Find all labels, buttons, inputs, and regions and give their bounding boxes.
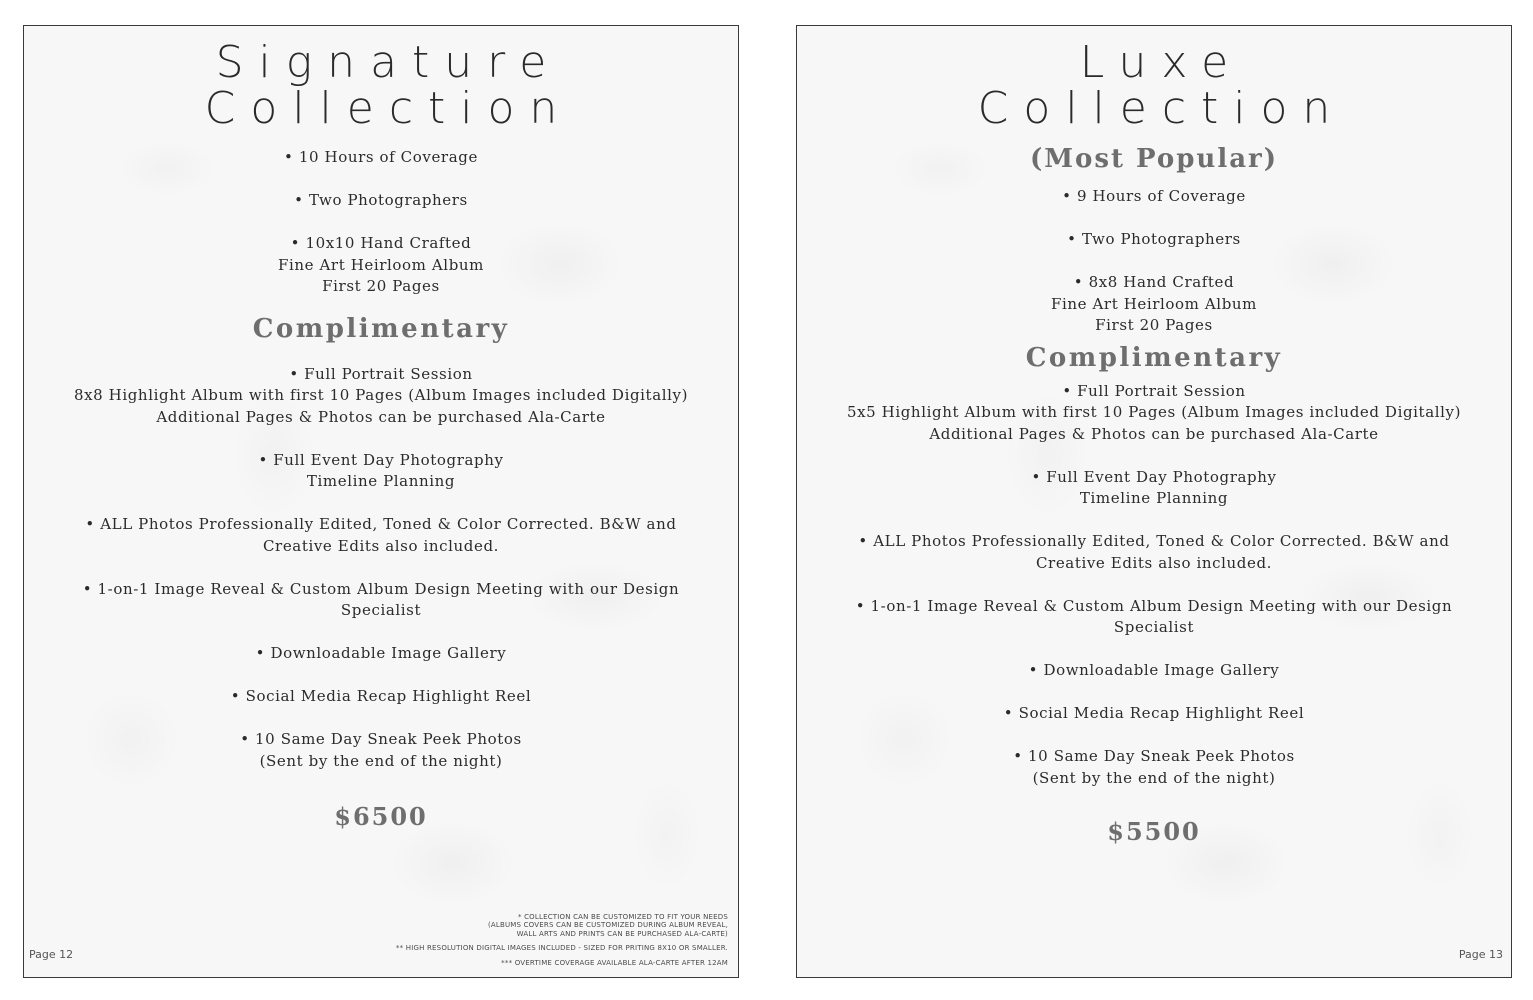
- item-line: (Sent by the end of the night): [1032, 768, 1276, 787]
- complimentary-list: [797, 381, 1511, 790]
- item-line: • ALL Photos Professionally Edited, Toned & Color Corrected. B&W and: [858, 532, 1450, 550]
- list-item: [24, 147, 738, 169]
- list-item: [24, 364, 738, 429]
- list-item: [24, 514, 738, 557]
- item-line: • 8x8 Hand Crafted: [1073, 273, 1235, 291]
- item-line: • 10 Same Day Sneak Peek Photos: [240, 730, 522, 748]
- complimentary-list: [24, 364, 738, 773]
- item-line: • Downloadable Image Gallery: [1028, 661, 1280, 679]
- page-content: [797, 26, 1511, 846]
- footnotes: [396, 913, 728, 968]
- complimentary-heading: Complimentary: [252, 313, 510, 344]
- item-line: • Full Portrait Session: [289, 364, 473, 383]
- price: $6500: [334, 802, 428, 831]
- page-content: [24, 26, 738, 831]
- item-line: Specialist: [340, 601, 422, 619]
- list-item: [24, 579, 738, 622]
- list-item: [24, 190, 738, 212]
- title-line-1: Signature: [215, 37, 562, 88]
- item-line: Timeline Planning: [306, 472, 456, 490]
- list-item: [797, 381, 1511, 446]
- title-line-1: Luxe: [1079, 37, 1244, 88]
- footnote-1: [396, 913, 728, 939]
- item-line: Timeline Planning: [1079, 489, 1229, 507]
- list-item: [24, 233, 738, 298]
- item-line: • ALL Photos Professionally Edited, Toned & Color Corrected. B&W and: [85, 515, 677, 533]
- collection-title: [24, 26, 738, 132]
- page-luxe-collection: [796, 25, 1512, 978]
- item-line: Fine Art Heirloom Album: [1050, 294, 1257, 313]
- list-item: [797, 467, 1511, 510]
- item-line: • Downloadable Image Gallery: [255, 644, 507, 662]
- footnote-2: ** HIGH RESOLUTION DIGITAL IMAGES INCLUDED - SIZED FOR PRITING 8X10 OR SMALLER.: [395, 944, 728, 952]
- list-item: [797, 229, 1511, 251]
- list-item: [24, 643, 738, 665]
- item-line: • Two Photographers: [294, 191, 468, 209]
- item-line: Additional Pages & Photos can be purchased Ala-Carte: [929, 424, 1379, 443]
- list-item: [24, 450, 738, 493]
- list-item: [797, 531, 1511, 574]
- item-line: • Two Photographers: [1067, 230, 1241, 248]
- item-line: 5x5 Highlight Album with first 10 Pages (Album Images included Digitally): [846, 403, 1462, 421]
- most-popular-label: (Most Popular): [1029, 144, 1279, 174]
- item-line: Creative Edits also included.: [1035, 553, 1273, 572]
- item-line: • Social Media Recap Highlight Reel: [230, 687, 532, 705]
- page-signature-collection: [23, 25, 739, 978]
- list-item: [797, 703, 1511, 725]
- list-item: [24, 729, 738, 772]
- item-line: • Full Event Day Photography: [1031, 467, 1277, 486]
- item-line: First 20 Pages: [322, 277, 440, 295]
- item-line: First 20 Pages: [1095, 316, 1213, 334]
- complimentary-heading: Complimentary: [1025, 342, 1283, 373]
- footnote-line: WALL ARTS AND PRINTS CAN BE PURCHASED ALA-CARTE): [516, 929, 728, 938]
- item-line: • 1-on-1 Image Reveal & Custom Album Design Meeting with our Design: [82, 579, 680, 598]
- item-line: • 10 Same Day Sneak Peek Photos: [1013, 747, 1295, 765]
- item-line: Specialist: [1113, 618, 1195, 636]
- page-number: Page 12: [29, 948, 74, 961]
- item-line: • 10 Hours of Coverage: [284, 148, 478, 166]
- item-line: Creative Edits also included.: [262, 536, 500, 555]
- list-item: [24, 686, 738, 708]
- title-line-2: Collection: [204, 83, 573, 134]
- footnote-line: (ALBUMS COVERS CAN BE CUSTOMIZED DURING ALBUM REVEAL,: [487, 921, 728, 929]
- price: $5500: [1107, 817, 1201, 846]
- item-line: 8x8 Highlight Album with first 10 Pages (Album Images included Digitally): [73, 386, 689, 404]
- item-line: • 1-on-1 Image Reveal & Custom Album Design Meeting with our Design: [855, 596, 1453, 615]
- page-number: Page 13: [1458, 948, 1503, 961]
- item-line: • Full Event Day Photography: [258, 450, 504, 469]
- footnote-line: * COLLECTION CAN BE CUSTOMIZED TO FIT YOUR NEEDS: [517, 912, 728, 921]
- item-line: • 10x10 Hand Crafted: [290, 234, 472, 252]
- list-item: [797, 660, 1511, 682]
- item-line: • 9 Hours of Coverage: [1062, 187, 1246, 205]
- title-line-2: Collection: [977, 83, 1346, 134]
- item-line: • Full Portrait Session: [1062, 381, 1246, 400]
- footnote-3: *** OVERTIME COVERAGE AVAILABLE ALA-CARTE AFTER 12AM: [501, 958, 728, 967]
- inclusions-list: [24, 147, 738, 298]
- list-item: [797, 272, 1511, 337]
- collection-title: [797, 26, 1511, 132]
- item-line: Additional Pages & Photos can be purchased Ala-Carte: [156, 407, 606, 426]
- item-line: Fine Art Heirloom Album: [277, 255, 484, 274]
- list-item: [797, 186, 1511, 208]
- item-line: • Social Media Recap Highlight Reel: [1003, 704, 1305, 722]
- inclusions-list: [797, 186, 1511, 337]
- item-line: (Sent by the end of the night): [259, 751, 503, 770]
- list-item: [797, 596, 1511, 639]
- list-item: [797, 746, 1511, 789]
